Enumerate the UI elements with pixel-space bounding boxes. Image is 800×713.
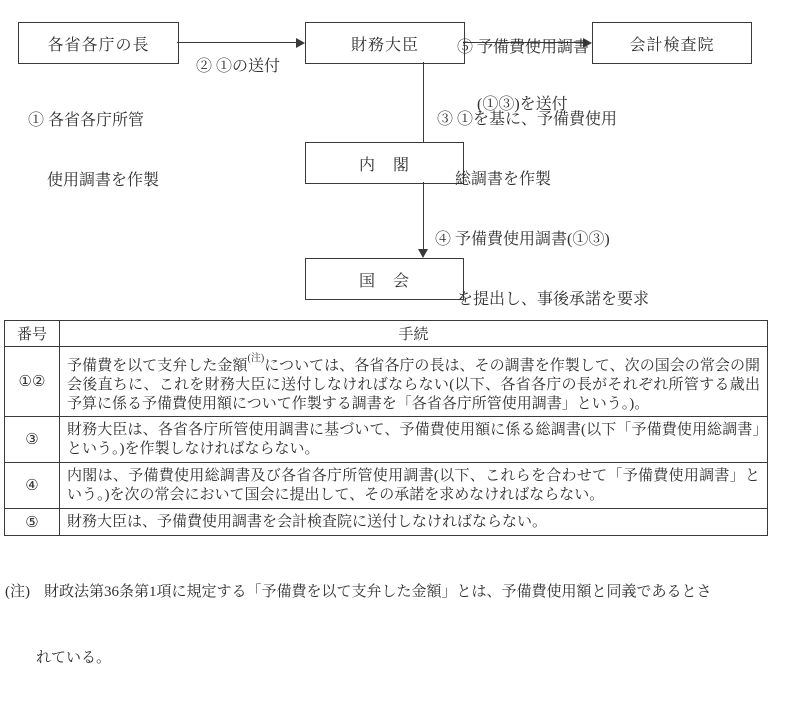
row-procedure-cell: 内閣は、予備費使用総調書及び各省各庁所管使用調書(以下、これらを合わせて「予備費使用調書」という。)を次の常会において国会に提出して、その承諾を求めなければならない。 xyxy=(60,463,768,509)
table-row xyxy=(5,509,768,536)
box-finance-minister-label: 財務大臣 xyxy=(350,36,419,54)
footnote-line2: れている。 xyxy=(36,650,112,666)
label-step1-line2: 使用調書を作製 xyxy=(47,172,160,189)
box-board-of-audit-label: 会計検査院 xyxy=(629,36,715,54)
row-procedure-cell: 財務大臣は、予備費使用調書を会計検査院に送付しなければならない。 xyxy=(60,509,768,536)
label-step5-line1: ⑤ 予備費使用調書 xyxy=(457,39,590,56)
box-ministry-heads-label: 各省各庁の長 xyxy=(47,36,150,54)
row-number-cell: ③ xyxy=(5,417,60,463)
label-step5-line2: (①③)を送付 xyxy=(477,96,568,113)
arrowhead-down-icon xyxy=(418,249,428,258)
footnote-line1 xyxy=(5,581,712,603)
arrowhead-right-icon xyxy=(296,38,305,48)
label-step1-line1: ① 各省各庁所管 xyxy=(28,112,145,129)
procedure-text: については、各省各庁の長は、その調書を作製して、次の国会の常会の開会後直ちに、これを財務大臣に送付しなければならない(以下、各省各庁の長がそれぞれ所管する歳出予算に係る予備費使用額について作製する調書を「各省各庁所管使用調書」という。)。 xyxy=(67,358,760,412)
row-procedure-cell xyxy=(60,347,768,417)
box-finance-minister xyxy=(305,22,465,64)
box-cabinet-label: 内 閣 xyxy=(358,156,410,174)
footnote-text: 財政法第36条第1項に規定する「予備費を以て支弁した金額」とは、予備費使用額と同義であるとさ xyxy=(44,584,712,600)
flow-diagram xyxy=(0,0,800,315)
header-number: 番号 xyxy=(5,321,60,347)
row-number-cell: ⑤ xyxy=(5,509,60,536)
label-step3-line2: 総調書を作製 xyxy=(455,171,552,188)
box-diet-label: 国 会 xyxy=(358,272,410,290)
label-step4-line1: ④ 予備費使用調書(①③) xyxy=(435,231,610,248)
label-step2-line: ② ①の送付 xyxy=(196,58,281,75)
row-number-cell: ④ xyxy=(5,463,60,509)
box-board-of-audit xyxy=(592,22,752,64)
header-procedure: 手続 xyxy=(60,321,768,347)
footnote xyxy=(5,537,712,713)
arrow-cabinet-to-diet-line xyxy=(423,182,424,250)
table-row xyxy=(5,347,768,417)
label-step4-line2: を提出し、事後承諾を要求 xyxy=(457,291,650,308)
label-step3-line1: ③ ①を基に、予備費使用 xyxy=(437,111,618,128)
line-mof-to-cabinet xyxy=(423,62,424,142)
row-procedure-cell: 財務大臣は、各省各庁所管使用調書に基づいて、予備費使用額に係る総調書(以下「予備費使用総調書」という。)を作製しなければならない。 xyxy=(60,417,768,463)
row-number-cell: ①② xyxy=(5,347,60,417)
procedure-table xyxy=(4,320,768,536)
label-step2-send xyxy=(196,17,280,117)
table-row xyxy=(5,463,768,509)
table-row xyxy=(5,417,768,463)
table-header-row xyxy=(5,321,768,347)
procedure-text: 予備費を以て支弁した金額 xyxy=(67,358,248,374)
note-reference: (注) xyxy=(247,353,265,364)
box-ministry-heads xyxy=(18,22,179,64)
footnote-marker: (注) xyxy=(5,584,30,600)
label-step1-prepare-report xyxy=(28,71,159,231)
